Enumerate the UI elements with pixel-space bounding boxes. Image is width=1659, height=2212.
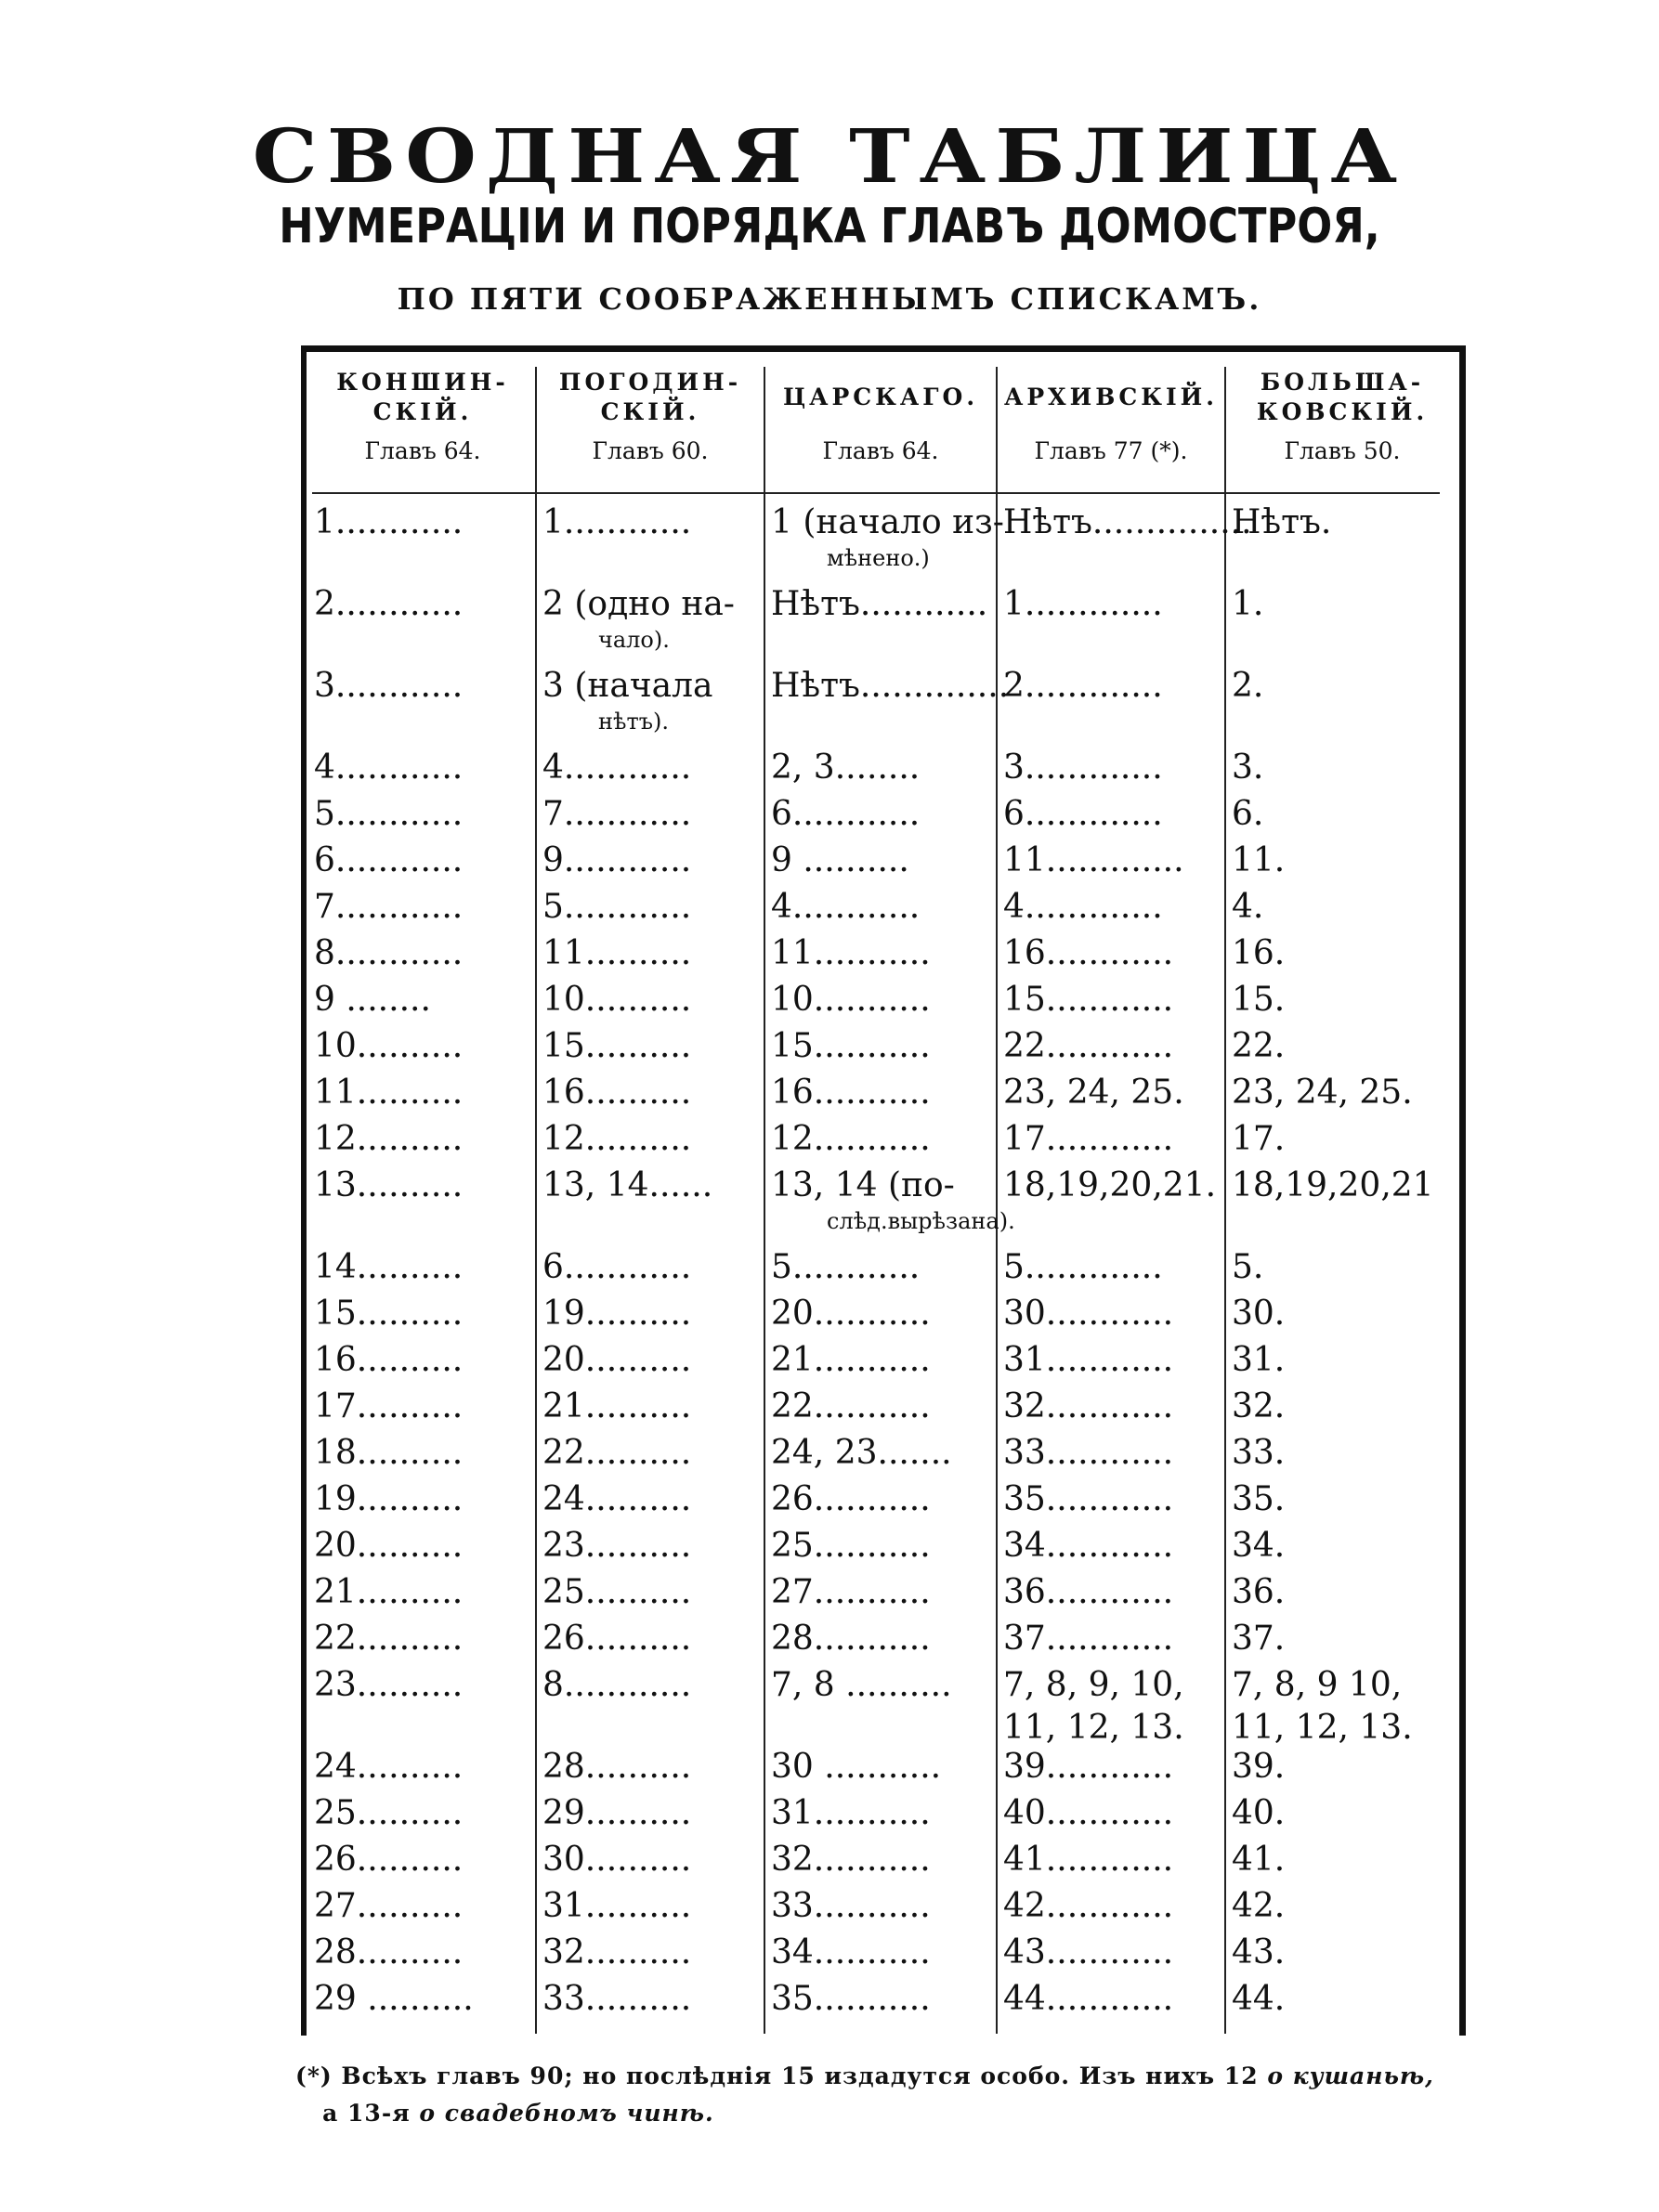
table-cell: 31........... <box>771 1794 931 1832</box>
table-cell: 12.......... <box>314 1120 464 1158</box>
table-cell: 18,19,20,21 <box>1232 1166 1434 1204</box>
table-cell: 16.......... <box>542 1073 692 1112</box>
table-cell: 4. <box>1232 888 1264 926</box>
table-cell: 33........... <box>771 1887 931 1925</box>
header-col-2-count: Главъ 60. <box>592 437 709 464</box>
table-cell: 39............ <box>1003 1748 1174 1786</box>
table-cell: 1 (начало из- <box>771 503 1004 541</box>
header-col-3-count: Главъ 64. <box>822 437 939 464</box>
table-cell: 40............ <box>1003 1794 1174 1832</box>
table-cell: 16........... <box>771 1073 931 1112</box>
table-cell: 32.......... <box>542 1933 692 1971</box>
table-cell: 34........... <box>771 1933 931 1971</box>
table-cell: 30. <box>1232 1295 1286 1333</box>
table-cell: 32. <box>1232 1387 1286 1425</box>
table-cell: 2............ <box>314 585 464 623</box>
col-divider-1 <box>535 367 537 2034</box>
table-cell: 21.......... <box>542 1387 692 1425</box>
table-cell: 22.......... <box>314 1620 464 1658</box>
table-cell: 15. <box>1232 981 1286 1019</box>
table-cell: 35........... <box>771 1980 931 2018</box>
footnote-italic-1: о кушаньѣ, <box>1267 2062 1434 2089</box>
table-cell: 31............ <box>1003 1341 1174 1379</box>
table-cell-continuation: чало). <box>598 627 670 653</box>
table-cell: Нѣтъ. <box>1232 503 1332 541</box>
table-cell: 35. <box>1232 1480 1286 1518</box>
table-cell: 37............ <box>1003 1620 1174 1658</box>
table-header <box>0 362 1659 490</box>
table-cell: 32........... <box>771 1841 931 1879</box>
table-cell: 5............ <box>771 1248 921 1286</box>
table-cell: 10.......... <box>314 1027 464 1065</box>
table-cell: 13, 14 (по- <box>771 1166 955 1204</box>
table-cell: Нѣтъ.............. <box>771 667 1010 705</box>
table-cell: 17. <box>1232 1120 1286 1158</box>
table-cell: 30............ <box>1003 1295 1174 1333</box>
table-cell: 37. <box>1232 1620 1286 1658</box>
header-col-2 <box>539 362 762 490</box>
table-cell: 6............ <box>314 841 464 879</box>
table-cell: 3............ <box>314 667 464 705</box>
col-divider-3 <box>996 367 998 2034</box>
main-title: СВОДНАЯ ТАБЛИЦА <box>252 112 1407 200</box>
table-cell: 23.......... <box>542 1527 692 1565</box>
table-cell: 24.......... <box>314 1748 464 1786</box>
table-cell: 12.......... <box>542 1120 692 1158</box>
table-cell: 16. <box>1232 934 1286 972</box>
col-divider-2 <box>764 367 765 2034</box>
table-cell: 41............ <box>1003 1841 1174 1879</box>
col-divider-4 <box>1224 367 1226 2034</box>
table-cell: 42. <box>1232 1887 1286 1925</box>
header-col-3-name: ЦАРСКАГО. <box>782 384 979 410</box>
table-cell: 28........... <box>771 1620 931 1658</box>
table-cell-continuation: нѣтъ). <box>598 709 670 735</box>
table-cell: 23, 24, 25. <box>1003 1073 1184 1112</box>
footnote-italic-2: о свадебномъ чинѣ. <box>419 2100 714 2127</box>
table-cell: 28.......... <box>542 1748 692 1786</box>
table-cell: 24.......... <box>542 1480 692 1518</box>
table-cell: 43. <box>1232 1933 1286 1971</box>
table-cell: 5............. <box>1003 1248 1163 1286</box>
table-cell: 13, 14...... <box>542 1166 713 1204</box>
table-cell: 7, 8 .......... <box>771 1666 952 1704</box>
footnote <box>295 2058 1457 2132</box>
table-cell: Нѣтъ............... <box>1003 503 1252 541</box>
table-cell: 25.......... <box>314 1794 464 1832</box>
table-cell: 44. <box>1232 1980 1286 2018</box>
table-cell: 6. <box>1232 795 1264 833</box>
table-cell: 11............. <box>1003 841 1184 879</box>
header-col-1-name: КОНШИН- СКІЙ. <box>336 369 509 425</box>
table-cell: 1............ <box>314 503 464 541</box>
table-cell: 9 ........ <box>314 981 431 1019</box>
table-cell: 7, 8, 9 10, <box>1232 1666 1403 1704</box>
table-cell: 31.......... <box>542 1887 692 1925</box>
table-cell: 2. <box>1232 667 1264 705</box>
table-cell: 9 .......... <box>771 841 909 879</box>
table-cell: 27.......... <box>314 1887 464 1925</box>
table-cell: 29.......... <box>542 1794 692 1832</box>
table-cell: 32............ <box>1003 1387 1174 1425</box>
table-cell: 42............ <box>1003 1887 1174 1925</box>
table-cell: 33.......... <box>542 1980 692 2018</box>
header-col-1-count: Главъ 64. <box>364 437 481 464</box>
table-cell: 40. <box>1232 1794 1286 1832</box>
table-cell-continuation: слѣд.вырѣзана). <box>827 1208 1015 1234</box>
table-cell: 18,19,20,21. <box>1003 1166 1217 1204</box>
table-cell: 1. <box>1232 585 1264 623</box>
table-cell-continuation: 11, 12, 13. <box>1232 1709 1413 1747</box>
table-cell: 11.......... <box>314 1073 464 1112</box>
table-cell: 27........... <box>771 1573 931 1611</box>
table-cell: 10.......... <box>542 981 692 1019</box>
table-cell: 25.......... <box>542 1573 692 1611</box>
table-cell: 25........... <box>771 1527 931 1565</box>
table-cell: 6............. <box>1003 795 1163 833</box>
table-cell: 15........... <box>771 1027 931 1065</box>
table-cell: 23, 24, 25. <box>1232 1073 1413 1112</box>
table-cell: 7............ <box>542 795 692 833</box>
table-cell: 21.......... <box>314 1573 464 1611</box>
table-cell: 5. <box>1232 1248 1264 1286</box>
header-col-3 <box>767 362 994 490</box>
table-cell: 16.......... <box>314 1341 464 1379</box>
table-cell: 2 (одно на- <box>542 585 735 623</box>
table-cell: 30.......... <box>542 1841 692 1879</box>
table-cell: 18.......... <box>314 1434 464 1472</box>
table-cell: 20........... <box>771 1295 931 1333</box>
header-col-4 <box>999 362 1222 490</box>
header-col-5 <box>1228 362 1457 490</box>
table-cell: 17.......... <box>314 1387 464 1425</box>
table-cell: 6............ <box>542 1248 692 1286</box>
table-cell: 5............ <box>314 795 464 833</box>
table-cell: 11........... <box>771 934 931 972</box>
table-cell: Нѣтъ............ <box>771 585 988 623</box>
table-cell-continuation: мѣнено.) <box>827 545 930 571</box>
table-cell: 3............. <box>1003 748 1163 787</box>
table-cell: 7............ <box>314 888 464 926</box>
table-cell: 9............ <box>542 841 692 879</box>
table-cell: 8............ <box>314 934 464 972</box>
table-cell: 35............ <box>1003 1480 1174 1518</box>
table-cell: 39. <box>1232 1748 1286 1786</box>
table-cell: 4............ <box>314 748 464 787</box>
table-cell: 1............ <box>542 503 692 541</box>
table-cell: 24, 23....... <box>771 1434 952 1472</box>
table-cell: 14.......... <box>314 1248 464 1286</box>
table-cell: 22. <box>1232 1027 1286 1065</box>
table-cell: 41. <box>1232 1841 1286 1879</box>
table-cell: 22............ <box>1003 1027 1174 1065</box>
table-cell: 6............ <box>771 795 921 833</box>
table-cell: 33............ <box>1003 1434 1174 1472</box>
header-col-1 <box>312 362 533 490</box>
table-cell: 31. <box>1232 1341 1286 1379</box>
footnote-text: (*) Всѣхъ главъ 90; но послѣднія 15 издадутся особо. Изъ нихъ 12 <box>295 2062 1259 2089</box>
table-cell: 1............. <box>1003 585 1163 623</box>
subtitle: НУМЕРАЦІИ И ПОРЯДКА ГЛАВЪ ДОМОСТРОЯ, <box>279 199 1380 254</box>
table-cell: 34............ <box>1003 1527 1174 1565</box>
table-cell: 44............ <box>1003 1980 1174 2018</box>
table-cell: 33. <box>1232 1434 1286 1472</box>
header-col-5-count: Главъ 50. <box>1284 437 1401 464</box>
table-cell: 36. <box>1232 1573 1286 1611</box>
footnote-text-2: а 13-я <box>322 2100 411 2127</box>
table-cell: 43............ <box>1003 1933 1174 1971</box>
table-cell: 30 ........... <box>771 1748 942 1786</box>
table-cell: 15.......... <box>542 1027 692 1065</box>
header-col-2-name: ПОГОДИН- СКІЙ. <box>558 369 742 425</box>
table-cell: 16............ <box>1003 934 1174 972</box>
table-cell: 11.......... <box>542 934 692 972</box>
table-cell: 17............ <box>1003 1120 1174 1158</box>
table-cell: 8............ <box>542 1666 692 1704</box>
table-cell: 19.......... <box>542 1295 692 1333</box>
table-cell: 29 .......... <box>314 1980 474 2018</box>
header-col-5-name: БОЛЬША- КОВСКІЙ. <box>1256 369 1429 425</box>
table-cell: 10........... <box>771 981 931 1019</box>
table-cell: 15............ <box>1003 981 1174 1019</box>
table-cell: 22........... <box>771 1387 931 1425</box>
table-cell: 7, 8, 9, 10, <box>1003 1666 1184 1704</box>
header-col-4-count: Главъ 77 (*). <box>1034 437 1188 464</box>
table-cell: 15.......... <box>314 1295 464 1333</box>
table-cell: 23.......... <box>314 1666 464 1704</box>
header-rule <box>312 492 1440 494</box>
table-cell: 26........... <box>771 1480 931 1518</box>
table-cell: 3 (начала <box>542 667 713 705</box>
table-cell: 5............ <box>542 888 692 926</box>
table-cell: 34. <box>1232 1527 1286 1565</box>
table-cell: 21........... <box>771 1341 931 1379</box>
table-cell: 26.......... <box>314 1841 464 1879</box>
table-cell: 22.......... <box>542 1434 692 1472</box>
table-cell: 3. <box>1232 748 1264 787</box>
table-cell: 4............ <box>542 748 692 787</box>
table-cell: 20.......... <box>542 1341 692 1379</box>
header-col-4-name: АРХИВСКІЙ. <box>1004 384 1218 410</box>
table-cell: 13.......... <box>314 1166 464 1204</box>
table-cell: 12........... <box>771 1120 931 1158</box>
table-cell: 20.......... <box>314 1527 464 1565</box>
table-cell: 36............ <box>1003 1573 1174 1611</box>
subtitle-sources: ПО ПЯТИ СООБРАЖЕННЫМЪ СПИСКАМЪ. <box>397 281 1262 317</box>
table-cell: 26.......... <box>542 1620 692 1658</box>
table-cell: 28.......... <box>314 1933 464 1971</box>
table-cell: 2, 3........ <box>771 748 921 787</box>
table-cell: 11. <box>1232 841 1286 879</box>
table-cell: 4............ <box>771 888 921 926</box>
table-cell-continuation: 11, 12, 13. <box>1003 1709 1184 1747</box>
table-cell: 4............. <box>1003 888 1163 926</box>
table-cell: 2............. <box>1003 667 1163 705</box>
table-cell: 19.......... <box>314 1480 464 1518</box>
